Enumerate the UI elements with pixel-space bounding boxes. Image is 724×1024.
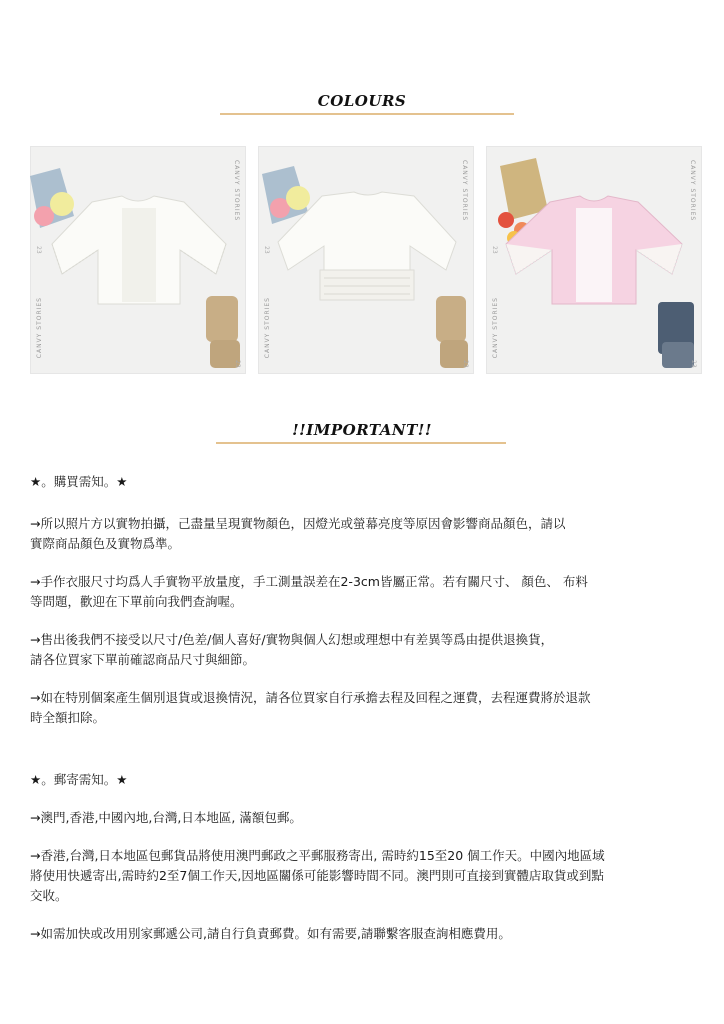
product-photo-white-front[interactable] [30,146,246,374]
frame-number: 23 [263,246,270,254]
shipping-title: ★。郵寄需知。★ [30,772,128,787]
product-photo-white-back[interactable] [258,146,474,374]
product-photo-pink-front[interactable] [486,146,702,374]
shipping-paragraph: →香港,台灣,日本地區包郵貨品將使用澳門郵政之平郵服務寄出, 需時約15至20 個工作天。中國內地區域 將使用快遞寄出,需時約2至7個工作天,因地區關係可能影響時間不同。澳門則可直接到實體店取貨或到點 交收。 [30,848,605,903]
brand-watermark-left: CANVY STORIES [492,296,499,358]
colours-divider [220,113,514,115]
frame-number: 23 [234,360,241,368]
purchase-paragraph: →售出後我們不接受以尺寸/色差/個人喜好/實物與個人幻想或理想中有差異等爲由提供退換貨， 請各位買家下單前確認商品尺寸與細節。 [30,632,554,667]
purchase-title: ★。購買需知。★ [30,474,128,489]
frame-number: 23 [690,360,697,368]
photo-illustration [30,146,246,374]
brand-watermark: CANVY STORIES [689,160,696,222]
shipping-paragraph: →澳門,香港,中國內地,台灣,日本地區, 滿額包郵。 [30,810,302,825]
brand-watermark: CANVY STORIES [461,160,468,222]
purchase-paragraph: →手作衣服尺寸均爲人手實物平放量度，手工測量誤差在2-3cm皆屬正常。若有關尺寸、 顏色、 布料 等問題，歡迎在下單前向我們查詢喔。 [30,574,588,609]
photo-illustration [258,146,474,374]
photo-illustration [486,146,702,374]
frame-number: 23 [491,246,498,254]
purchase-paragraph: →所以照片方以實物拍攝，己盡量呈現實物顏色，因燈光或螢幕亮度等原因會影響商品顏色，請以 實際商品顏色及實物爲準。 [30,516,566,551]
brand-watermark-left: CANVY STORIES [264,296,271,358]
purchase-notes [30,472,670,728]
frame-number: 23 [462,360,469,368]
colours-heading: COLOURS [317,92,407,110]
shipping-paragraph: →如需加快或改用別家郵遞公司,請自行負責郵費。如有需要,請聯繫客服查詢相應費用。 [30,926,511,941]
brand-watermark: CANVY STORIES [233,160,240,222]
important-divider [216,442,506,444]
brand-watermark-left: CANVY STORIES [36,296,43,358]
important-heading: !!IMPORTANT!! [292,421,432,439]
shipping-notes [30,770,670,944]
frame-number: 23 [35,246,42,254]
purchase-paragraph: →如在特別個案產生個別退貨或退換情況，請各位買家自行承擔去程及回程之運費，去程運費將於退款 時全額扣除。 [30,690,591,725]
